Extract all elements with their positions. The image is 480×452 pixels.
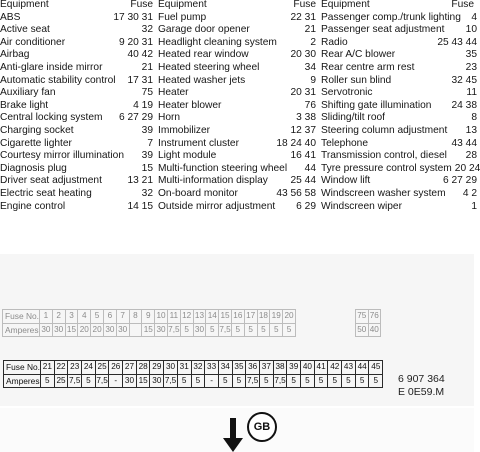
equipment-row [158,62,316,75]
equipment-name: Windscreen wiper [321,200,402,212]
equipment-name: Courtesy mirror illumination [0,150,124,162]
amperes-cell: 7,5 [68,374,82,388]
equipment-name: Sliding/tilt roof [321,112,385,124]
column-header [321,0,474,12]
fuse-numbers: 43 56 58 [276,187,316,199]
fuse-no-cell: 40 [301,361,315,375]
fuse-numbers: 43 44 [451,137,477,149]
equipment-rows [158,12,316,214]
fuse-header: Fuse [293,0,316,10]
equipment-name: Central locking system [0,112,103,124]
equipment-name: Tyre pressure control system [321,162,452,174]
fuse-no-cell: 43 [342,361,356,375]
equipment-row [158,125,316,138]
equipment-name: Telephone [321,137,369,149]
equipment-row [0,49,153,62]
amperes-cell: 5 [259,374,273,388]
amperes-cell: 20 [91,323,104,337]
equipment-name: Charging socket [0,124,74,136]
fuse-no-cell: 28 [136,361,150,375]
equipment-row [0,201,153,214]
equipment-column-1 [0,0,153,213]
fuse-numbers: 21 [304,24,316,36]
fuse-number-row [3,310,296,324]
equipment-row [0,100,153,113]
fuse-no-cell: 20 [283,310,296,324]
amperes-cell: 15 [136,374,150,388]
fuse-no-cell: 15 [219,310,232,324]
amperes-cell: 5 [177,374,191,388]
amperes-cell: 5 [180,323,193,337]
fuse-no-cell: 75 [356,310,369,324]
fuse-numbers: 2 [310,36,316,48]
fuse-no-cell: 17 [244,310,257,324]
fuse-no-cell: 7 [116,310,129,324]
part-code: E 0E59.M [398,386,445,398]
fuse-no-cell: 35 [232,361,246,375]
equipment-row [321,187,477,201]
equipment-name: Multi-information display [158,175,268,187]
equipment-name: Window lift [321,175,371,187]
amperes-cell: 5 [244,323,257,337]
fuse-no-cell: 8 [129,310,142,324]
equipment-row [321,49,477,62]
fuse-numbers: 32 [141,24,153,36]
fuse-numbers: 1 [471,200,477,212]
equipment-name: Radio [321,36,348,48]
equipment-name: Transmission control, diesel [321,150,447,162]
equipment-row [158,100,316,113]
equipment-name: ABS [0,11,21,23]
gb-badge: GB [247,412,277,442]
equipment-name: Rear A/C blower [321,49,396,61]
fuse-no-cell: 1 [39,310,52,324]
equipment-row [158,112,316,125]
column-header [0,0,153,12]
equipment-row [0,24,153,37]
equipment-row [158,201,316,214]
equipment-name: Shifting gate illumination [321,99,432,111]
amperes-cell: 5 [82,374,96,388]
amperes-cell: - [109,374,123,388]
equipment-row [0,163,153,176]
equipment-row [158,37,316,50]
amperes-cell: 5 [231,323,244,337]
equipment-row [158,75,316,88]
equipment-column-2 [158,0,316,213]
fuse-no-cell: 76 [368,310,381,324]
equipment-name: Multi-function steering wheel [158,162,288,174]
fuse-numbers: 23 [465,61,477,73]
equipment-name: Active seat [0,24,50,36]
fuse-numbers: 34 [304,61,316,73]
equipment-row [158,175,316,188]
fuse-numbers: 24 38 [451,99,477,111]
amperes-cell: 30 [193,323,206,337]
fuse-numbers: 6 27 29 [119,112,153,124]
amperes-cell: - [205,374,219,388]
amperes-cell: 50 [356,323,369,337]
amperes-cell: 5 [355,374,369,388]
amperes-cell: 15 [65,323,78,337]
equipment-row [321,150,477,163]
fuse-no-cell: 39 [287,361,301,375]
fuse-numbers: 28 [465,150,477,162]
fuse-numbers: 44 [304,162,316,174]
fuse-no-cell: 34 [218,361,232,375]
fuse-no-cell: 12 [180,310,193,324]
equipment-row [0,62,153,75]
amperes-row [356,323,381,337]
equipment-row [321,162,480,176]
equipment-name: Heater blower [158,99,222,111]
amperes-cell: 5 [283,323,296,337]
equipment-row [0,175,153,188]
amperes-cell: 30 [52,323,65,337]
fuse-numbers: 9 20 31 [119,36,153,48]
equipment-row [158,49,316,62]
equipment-row [158,87,316,100]
fuse-numbers: 21 [141,61,153,73]
equipment-header: Equipment [0,0,49,10]
equipment-row [321,61,477,75]
equipment-row [321,87,477,100]
equipment-name: Engine control [0,200,66,212]
equipment-row [158,138,316,151]
fuse-table-top-right [355,309,381,337]
fuse-numbers: 20 31 [290,87,316,99]
fuse-no-cell: 16 [231,310,244,324]
amperes-cell: 30 [150,374,164,388]
fuse-numbers: 22 31 [290,11,316,23]
fuse-numbers: 18 24 40 [276,137,316,149]
amperes-cell: 5 [314,374,328,388]
fuse-no-cell: 38 [273,361,287,375]
equipment-row [0,125,153,138]
equipment-row [321,137,477,151]
amperes-cell: 30 [155,323,168,337]
amperes-row [3,323,296,337]
amperes-cell [129,323,142,337]
arrow-down-icon [223,418,243,452]
fuse-numbers: 11 [466,87,477,99]
fuse-numbers: 4 [471,11,477,23]
fuse-no-cell: 26 [109,361,123,375]
fuse-no-cell: 13 [193,310,206,324]
equipment-name: Heated steering wheel [158,61,260,73]
equipment-row [321,200,477,214]
amperes-cell: 7,5 [246,374,260,388]
equipment-row [0,87,153,100]
equipment-row [321,175,477,188]
amperes-cell: 25 [54,374,68,388]
fuse-no-cell: 42 [328,361,342,375]
equipment-name: Airbag [0,49,30,61]
fuse-numbers: 20 30 [290,49,316,61]
fuse-no-cell: 27 [123,361,137,375]
fuse-no-cell: 22 [54,361,68,375]
equipment-name: Heated rear window [158,49,249,61]
equipment-rows [0,12,153,214]
amperes-cell: 7,5 [164,374,178,388]
fuse-no-cell: 14 [206,310,219,324]
fuse-no-cell: 30 [164,361,178,375]
fuse-no-cell: 10 [155,310,168,324]
equipment-name: Horn [158,112,181,124]
fuse-number-row [4,361,383,375]
fuse-no-cell: 44 [355,361,369,375]
amperes-cell: 5 [257,323,270,337]
fuse-no-cell: 19 [270,310,283,324]
amperes-cell: 5 [40,374,54,388]
equipment-row [0,37,153,50]
equipment-row [0,12,153,25]
equipment-row [0,112,153,125]
fuse-no-cell: 18 [257,310,270,324]
equipment-name: Passenger seat adjustment [321,24,445,36]
equipment-row [321,99,477,113]
fuse-header: Fuse [451,0,474,10]
amperes-cell: 30 [39,323,52,337]
equipment-name: Diagnosis plug [0,162,67,174]
equipment-name: Heater [158,87,189,99]
fuse-table-top [2,309,296,337]
equipment-name: Garage door opener [158,24,250,36]
equipment-name: Roller sun blind [321,74,392,86]
fuse-no-label: Fuse No. [3,310,40,324]
amperes-cell: 5 [270,323,283,337]
equipment-name: Cigarette lighter [0,137,72,149]
fuse-numbers: 3 38 [296,112,316,124]
fuse-numbers: 32 45 [451,74,477,86]
equipment-row [158,150,316,163]
fuse-numbers: 12 37 [290,124,316,136]
fuse-no-cell: 23 [68,361,82,375]
equipment-header: Equipment [321,0,370,10]
fuse-no-cell: 3 [65,310,78,324]
fuse-numbers: 25 44 [290,175,316,187]
amperes-cell: 15 [142,323,155,337]
amperes-cell: 7,5 [219,323,232,337]
amperes-cell: 30 [103,323,116,337]
amperes-cell: 5 [206,323,219,337]
equipment-name: Servotronic [321,87,373,99]
fuse-numbers: 32 [141,187,153,199]
fuse-numbers: 40 42 [127,49,153,61]
equipment-name: Steering column adjustment [321,124,448,136]
amperes-cell: 5 [328,374,342,388]
fuse-no-cell: 11 [167,310,180,324]
fuse-no-cell: 24 [82,361,96,375]
equipment-name: Heated washer jets [158,74,246,86]
fuse-numbers: 35 [465,49,477,61]
part-number: 6 907 364 [398,373,445,385]
equipment-row [158,12,316,25]
amperes-cell: 30 [116,323,129,337]
amperes-cell: 5 [342,374,356,388]
amperes-cell: 40 [368,323,381,337]
fuse-numbers: 20 24 [454,162,480,174]
fuse-numbers: 16 41 [290,150,316,162]
fuse-numbers: 17 30 31 [113,11,153,23]
fuse-no-cell: 9 [142,310,155,324]
fuse-no-cell: 2 [52,310,65,324]
amperes-cell: 5 [191,374,205,388]
equipment-name: Electric seat heating [0,187,92,199]
equipment-name: Automatic stability control [0,74,116,86]
amperes-label: Amperes [4,374,41,388]
fuse-number-row [356,310,381,324]
equipment-name: Outside mirror adjustment [158,200,276,212]
amperes-cell: 5 [369,374,383,388]
fuse-no-cell: 32 [191,361,205,375]
fuse-numbers: 10 [465,24,477,36]
equipment-row [0,75,153,88]
equipment-row [0,188,153,201]
fuse-no-cell: 36 [246,361,260,375]
fuse-numbers: 15 [141,162,153,174]
fuse-no-cell: 29 [150,361,164,375]
equipment-row [321,11,477,25]
equipment-name: Fuel pump [158,11,207,23]
fuse-numbers: 7 [147,137,153,149]
equipment-column-3 [321,0,480,213]
equipment-row [321,112,477,125]
amperes-cell: 5 [232,374,246,388]
equipment-name: On-board monitor [158,187,238,199]
amperes-cell: 20 [78,323,91,337]
equipment-row [158,24,316,37]
fuse-no-cell: 31 [177,361,191,375]
fuse-numbers: 39 [141,150,153,162]
equipment-row [321,74,477,88]
equipment-row [321,36,477,50]
amperes-cell: 7,5 [167,323,180,337]
fuse-numbers: 75 [141,87,153,99]
amperes-cell: 5 [301,374,315,388]
fuse-no-cell: 41 [314,361,328,375]
fuse-numbers: 4 2 [462,187,477,199]
equipment-row [158,188,316,201]
fuse-numbers: 4 19 [133,99,153,111]
fuse-no-cell: 6 [103,310,116,324]
fuse-numbers: 13 [465,124,477,136]
fuse-numbers: 17 31 [127,74,153,86]
amperes-row [4,374,383,388]
equipment-name: Anti-glare inside mirror [0,61,103,73]
equipment-name: Immobilizer [158,124,211,136]
equipment-name: Air conditioner [0,36,66,48]
amperes-cell: 30 [123,374,137,388]
amperes-cell: 5 [287,374,301,388]
fuse-no-cell: 4 [78,310,91,324]
equipment-row [321,24,477,37]
fuse-no-cell: 45 [369,361,383,375]
equipment-header: Equipment [158,0,207,10]
fuse-no-cell: 5 [91,310,104,324]
equipment-name: Passenger comp./trunk lighting [321,11,461,23]
fuse-numbers: 25 43 44 [437,36,477,48]
fuse-no-cell: 33 [205,361,219,375]
fuse-table-bottom [3,360,383,388]
fuse-numbers: 6 27 29 [443,175,477,187]
amperes-label: Amperes [3,323,40,337]
equipment-rows [321,11,480,214]
equipment-name: Rear centre arm rest [321,61,415,73]
equipment-row [0,150,153,163]
fuse-numbers: 6 29 [296,200,316,212]
amperes-cell: 7,5 [95,374,109,388]
fuse-numbers: 9 [310,74,316,86]
amperes-cell: 7,5 [273,374,287,388]
fuse-numbers: 13 21 [127,175,153,187]
fuse-header: Fuse [130,0,153,10]
fuse-numbers: 8 [471,112,477,124]
fuse-numbers: 14 15 [127,200,153,212]
fuse-no-cell: 21 [40,361,54,375]
equipment-name: Light module [158,150,217,162]
equipment-row [158,163,316,176]
fuse-no-label: Fuse No. [4,361,41,375]
fuse-numbers: 76 [304,99,316,111]
equipment-name: Auxiliary fan [0,87,56,99]
equipment-name: Windscreen washer system [321,187,446,199]
amperes-cell: 5 [218,374,232,388]
equipment-row [321,124,477,138]
equipment-name: Driver seat adjustment [0,175,102,187]
equipment-row [0,138,153,151]
equipment-name: Headlight cleaning system [158,36,277,48]
fuse-numbers: 39 [141,124,153,136]
equipment-name: Instrument cluster [158,137,239,149]
column-header [158,0,316,12]
equipment-name: Brake light [0,99,49,111]
fuse-no-cell: 25 [95,361,109,375]
fuse-no-cell: 37 [259,361,273,375]
